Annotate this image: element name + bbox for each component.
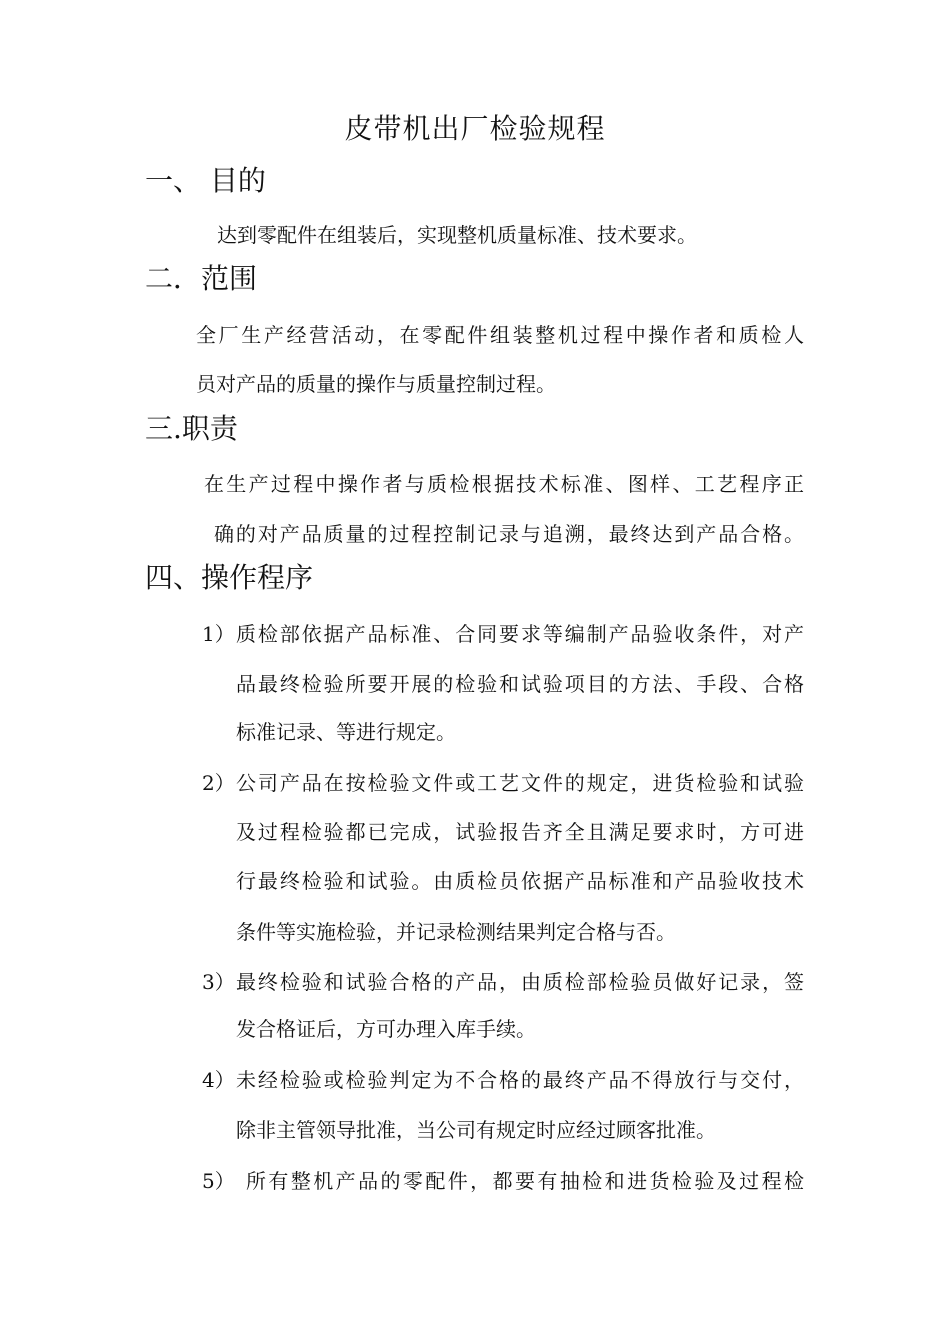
procedure-item-number: 5） bbox=[202, 1169, 235, 1193]
procedure-item-3-line-2: 发合格证后，方可办理入库手续。 bbox=[236, 1017, 536, 1041]
procedure-item-2-line-2: 及过程检验都已完成，试验报告齐全且满足要求时，方可进 bbox=[236, 820, 804, 844]
procedure-item-2-line-3: 行最终检验和试验。由质检员依据产品标准和产品验收技术 bbox=[236, 869, 804, 893]
section-heading-scope: 二．范围 bbox=[145, 262, 258, 295]
scope-line-2: 员对产品的质量的操作与质量控制过程。 bbox=[196, 372, 556, 396]
procedure-item-1-line-2: 品最终检验所要开展的检验和试验项目的方法、手段、合格 bbox=[236, 672, 804, 696]
section-heading-purpose: 一、 目的 bbox=[145, 164, 266, 197]
scope-line-1: 全厂生产经营活动，在零配件组装整机过程中操作者和质检人 bbox=[196, 323, 804, 347]
procedure-item-5-line-1: 所有整机产品的零配件，都要有抽检和进货检验及过程检 bbox=[246, 1169, 804, 1193]
document-title: 皮带机出厂检验规程 bbox=[344, 112, 606, 145]
procedure-item-number: 2） bbox=[202, 771, 235, 795]
procedure-item-2-line-4: 条件等实施检验，并记录检测结果判定合格与否。 bbox=[236, 920, 676, 944]
procedure-item-1-line-1: 质检部依据产品标准、合同要求等编制产品验收条件，对产 bbox=[236, 622, 804, 646]
procedure-item-1-line-3: 标准记录、等进行规定。 bbox=[236, 720, 456, 744]
procedure-item-number: 4） bbox=[202, 1068, 235, 1092]
procedure-item-4-line-1: 未经检验或检验判定为不合格的最终产品不得放行与交付， bbox=[236, 1068, 804, 1092]
procedure-item-2-line-1: 公司产品在按检验文件或工艺文件的规定，进货检验和试验 bbox=[236, 771, 804, 795]
purpose-line-1: 达到零配件在组装后，实现整机质量标准、技术要求。 bbox=[217, 223, 697, 247]
section-heading-responsibility: 三.职责 bbox=[145, 412, 238, 445]
procedure-item-4-line-2: 除非主管领导批准，当公司有规定时应经过顾客批准。 bbox=[236, 1118, 716, 1142]
procedure-item-number: 3） bbox=[202, 970, 235, 994]
responsibility-line-2: 确的对产品质量的过程控制记录与追溯，最终达到产品合格。 bbox=[214, 522, 804, 546]
procedure-item-3-line-1: 最终检验和试验合格的产品，由质检部检验员做好记录，签 bbox=[236, 970, 804, 994]
section-heading-procedure: 四、操作程序 bbox=[145, 561, 314, 594]
procedure-item-number: 1） bbox=[202, 622, 235, 646]
responsibility-line-1: 在生产过程中操作者与质检根据技术标准、图样、工艺程序正 bbox=[204, 472, 804, 496]
